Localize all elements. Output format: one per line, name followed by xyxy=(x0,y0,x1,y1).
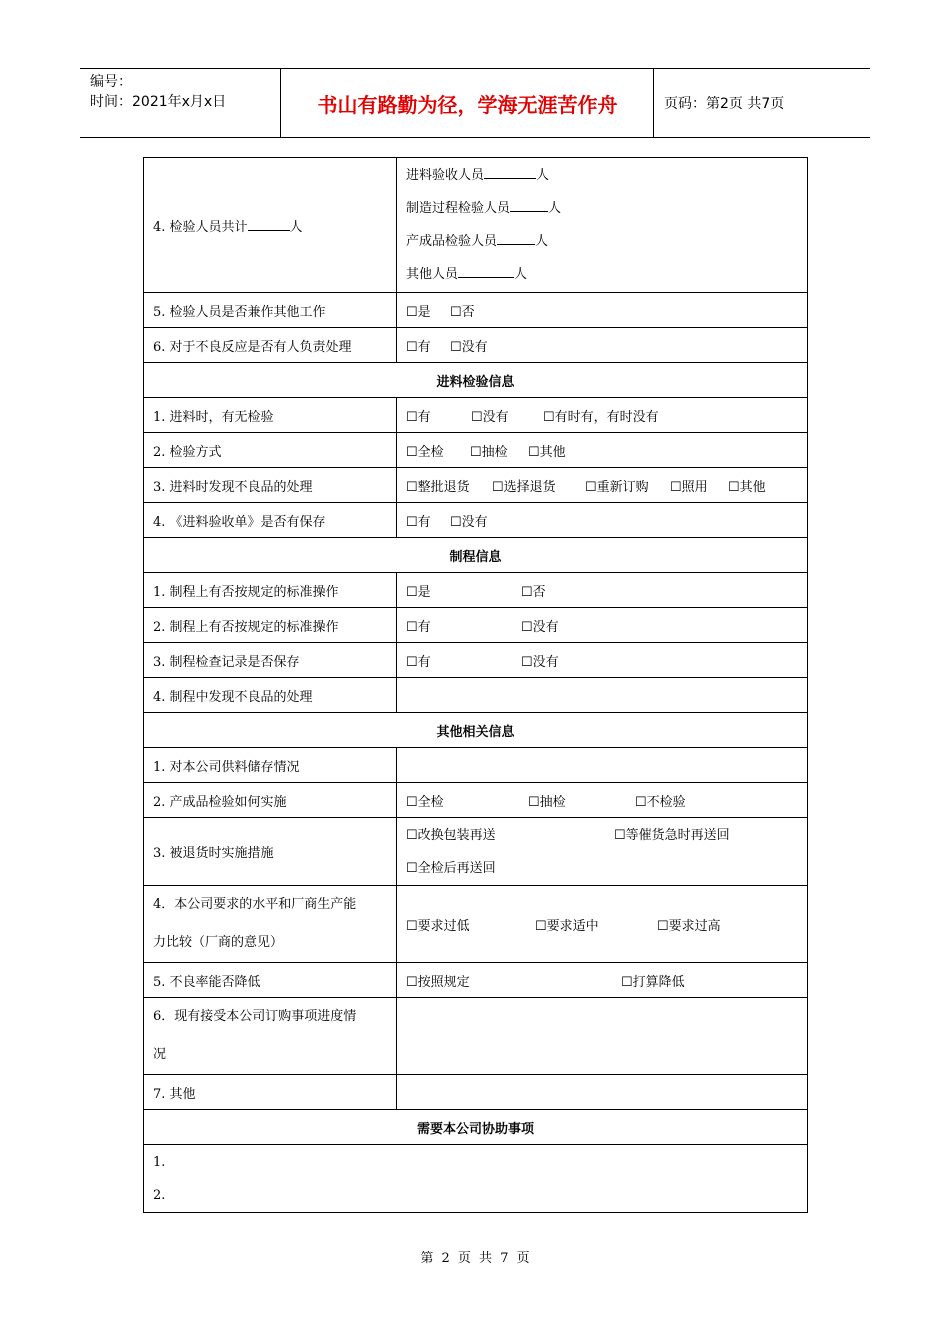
row-label: 2. 产成品检验如何实施 xyxy=(144,783,397,818)
table-row xyxy=(144,293,808,328)
section-title: 需要本公司协助事项 xyxy=(144,1110,808,1145)
checkbox-option[interactable]: ☐要求适中 xyxy=(535,918,599,934)
table-row xyxy=(144,398,808,433)
checkbox-option[interactable]: ☐照用 xyxy=(670,479,708,495)
table-row xyxy=(144,573,808,608)
row-label: 2. 检验方式 xyxy=(144,433,397,468)
inspector-total-blank[interactable] xyxy=(248,218,290,231)
option-line xyxy=(406,852,798,885)
document-date: 时间：2021年x月x日 xyxy=(90,94,227,110)
checkbox-option[interactable]: ☐改换包装再送 xyxy=(406,827,496,843)
checkbox-option[interactable]: ☐重新订购 xyxy=(585,479,649,495)
unit-label: 人 xyxy=(514,267,528,282)
table-row xyxy=(144,503,808,538)
table-row xyxy=(144,643,808,678)
checkbox-option[interactable]: ☐等催货急时再送回 xyxy=(614,827,730,843)
checkbox-option[interactable]: ☐其他 xyxy=(728,479,766,495)
checkbox-option[interactable]: ☐否 xyxy=(450,304,475,320)
list-item: 2. xyxy=(153,1187,166,1203)
row-label: 6. 对于不良反应是否有人负责处理 xyxy=(144,328,397,363)
checkbox-option[interactable]: ☐按照规定 xyxy=(406,974,470,990)
checkbox-option[interactable]: ☐有 xyxy=(406,514,431,530)
table-row xyxy=(144,783,808,818)
process-inspector-label: 制造过程检验人员 xyxy=(406,201,511,216)
row-label: 1. 进料时，有无检验 xyxy=(144,398,397,433)
row-label: 1. 对本公司供料储存情况 xyxy=(144,748,397,783)
process-inspector-line xyxy=(406,192,798,225)
row-label: 3. 被退货时实施措施 xyxy=(144,818,397,886)
checkbox-option[interactable]: ☐有 xyxy=(406,339,431,355)
row-label: 4．本公司要求的水平和厂商生产能 xyxy=(153,897,357,912)
checkbox-option[interactable]: ☐要求过高 xyxy=(657,918,721,934)
unit-label: 人 xyxy=(548,201,562,216)
section-header-row xyxy=(144,713,808,748)
motto-text: 书山有路勤为径，学海无涯苦作舟 xyxy=(317,92,618,117)
table-row xyxy=(144,818,808,886)
checkbox-option[interactable]: ☐抽检 xyxy=(528,794,566,810)
header-meta xyxy=(80,69,281,137)
other-inspector-label: 其他人员 xyxy=(406,267,459,282)
row-label: 5. 检验人员是否兼作其他工作 xyxy=(144,293,397,328)
final-inspector-line xyxy=(406,225,798,258)
table-row xyxy=(144,998,808,1075)
incoming-inspector-blank[interactable] xyxy=(484,166,536,179)
checkbox-option[interactable]: ☐选择退货 xyxy=(492,479,556,495)
list-item: 1. xyxy=(153,1154,166,1170)
section-title: 其他相关信息 xyxy=(144,713,808,748)
table-row xyxy=(144,748,808,783)
supplier-survey-table xyxy=(143,157,808,1213)
checkbox-option[interactable]: ☐打算降低 xyxy=(621,974,685,990)
checkbox-option[interactable]: ☐全检后再送回 xyxy=(406,860,496,876)
document-number-label: 编号： xyxy=(90,74,132,90)
unit-label: 人 xyxy=(535,234,549,249)
row-label: 4. 《进料验收单》是否有保存 xyxy=(144,503,397,538)
answer-field[interactable] xyxy=(397,998,808,1075)
unit-label: 人 xyxy=(536,168,550,183)
process-inspector-blank[interactable] xyxy=(510,199,548,212)
checkbox-option[interactable]: ☐要求过低 xyxy=(406,918,470,934)
incoming-inspector-label: 进料验收人员 xyxy=(406,168,485,183)
table-row xyxy=(144,886,808,963)
checkbox-option[interactable]: ☐没有 xyxy=(450,514,488,530)
unit-label: 人 xyxy=(289,219,303,235)
row-label: 3. 进料时发现不良品的处理 xyxy=(144,468,397,503)
option-line xyxy=(406,819,798,852)
answer-field[interactable] xyxy=(397,678,808,713)
row-label: 4. 制程中发现不良品的处理 xyxy=(144,678,397,713)
assist-items-row xyxy=(144,1145,808,1213)
checkbox-option[interactable]: ☐有 xyxy=(406,409,431,425)
section-header-row xyxy=(144,1110,808,1145)
final-inspector-label: 产成品检验人员 xyxy=(406,234,498,249)
row-label: 力比较（厂商的意见） xyxy=(153,935,284,950)
checkbox-option[interactable]: ☐没有 xyxy=(521,654,559,670)
section-header-row xyxy=(144,538,808,573)
row-label: 况 xyxy=(153,1047,167,1062)
checkbox-option[interactable]: ☐整批退货 xyxy=(406,479,470,495)
checkbox-option[interactable]: ☐全检 xyxy=(406,444,444,460)
table-row xyxy=(144,433,808,468)
header-page-number: 页码：第2页 共7页 xyxy=(664,96,785,112)
section-title: 制程信息 xyxy=(144,538,808,573)
final-inspector-blank[interactable] xyxy=(497,232,535,245)
page-header xyxy=(80,68,870,138)
table-row xyxy=(144,678,808,713)
checkbox-option[interactable]: ☐抽检 xyxy=(470,444,508,460)
inspector-count-row xyxy=(144,158,808,293)
row-label: 2. 制程上有否按规定的标准操作 xyxy=(144,608,397,643)
row-label: 5. 不良率能否降低 xyxy=(144,963,397,998)
table-row xyxy=(144,328,808,363)
table-row xyxy=(144,468,808,503)
section-header-row xyxy=(144,363,808,398)
header-motto xyxy=(282,69,654,137)
table-row xyxy=(144,608,808,643)
checkbox-option[interactable]: ☐其他 xyxy=(528,444,566,460)
checkbox-option[interactable]: ☐是 xyxy=(406,304,431,320)
checkbox-option[interactable]: ☐全检 xyxy=(406,794,444,810)
checkbox-option[interactable]: ☐没有 xyxy=(450,339,488,355)
answer-field[interactable] xyxy=(397,1075,808,1110)
incoming-inspector-line xyxy=(406,159,798,192)
table-row xyxy=(144,1075,808,1110)
checkbox-option[interactable]: ☐有时有，有时没有 xyxy=(543,409,659,425)
row-label: 7. 其他 xyxy=(144,1075,397,1110)
other-inspector-blank[interactable] xyxy=(458,265,514,278)
checkbox-option[interactable]: ☐没有 xyxy=(471,409,509,425)
row-label: 6．现有接受本公司订购事项进度情 xyxy=(153,1009,357,1024)
page-footer: 第 2 页 共 7 页 xyxy=(420,1251,530,1266)
checkbox-option[interactable]: ☐有 xyxy=(406,654,431,670)
checkbox-option[interactable]: ☐不检验 xyxy=(635,794,686,810)
row-label: 3. 制程检查记录是否保存 xyxy=(144,643,397,678)
row-label: 1. 制程上有否按规定的标准操作 xyxy=(144,573,397,608)
checkbox-option[interactable]: ☐否 xyxy=(521,584,546,600)
table-row xyxy=(144,963,808,998)
checkbox-option[interactable]: ☐有 xyxy=(406,619,431,635)
answer-field[interactable] xyxy=(397,748,808,783)
other-inspector-line xyxy=(406,258,798,291)
section-title: 进料检验信息 xyxy=(144,363,808,398)
inspector-total-label: 4. 检验人员共计 xyxy=(153,219,248,235)
checkbox-option[interactable]: ☐没有 xyxy=(521,619,559,635)
assist-items-field[interactable] xyxy=(144,1145,808,1213)
checkbox-option[interactable]: ☐是 xyxy=(406,584,431,600)
